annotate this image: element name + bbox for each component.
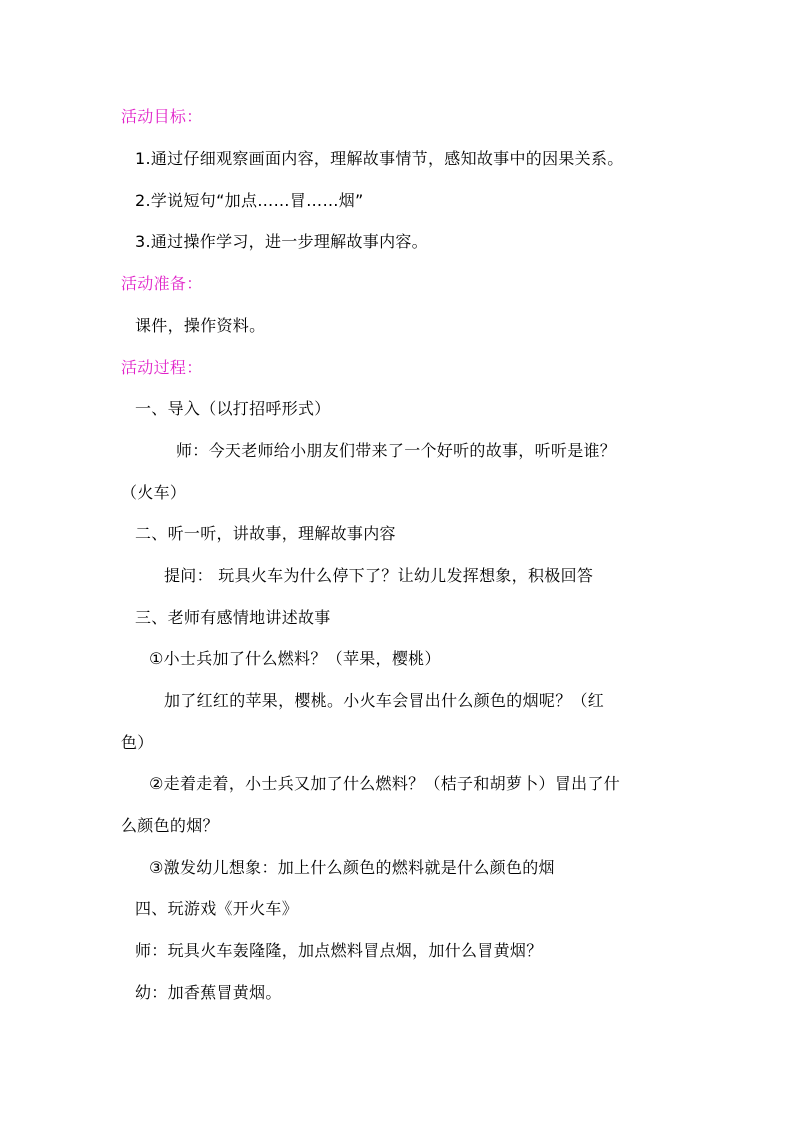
step-2-heading: 二、听一听，讲故事，理解故事内容 <box>135 524 396 543</box>
heading-activity-goals: 活动目标： <box>121 107 203 126</box>
step-3-item-1-answer-cont: 色） <box>121 733 154 752</box>
preparation-text: 课件，操作资料。 <box>135 316 266 335</box>
step-1-teacher-line: 师：今天老师给小朋友们带来了一个好听的故事，听听是谁？ <box>176 441 617 460</box>
step-3-item-2-cont: 么颜色的烟？ <box>121 816 219 835</box>
step-3-item-3: ③激发幼儿想象：加上什么颜色的燃料就是什么颜色的烟 <box>149 858 555 877</box>
step-1-heading: 一、导入（以打招呼形式） <box>135 399 331 418</box>
goal-item-3: 3.通过操作学习，进一步理解故事内容。 <box>135 232 428 251</box>
goal-item-1: 1.通过仔细观察画面内容，理解故事情节，感知故事中的因果关系。 <box>135 149 624 168</box>
step-4-heading: 四、玩游戏《开火车》 <box>135 899 299 918</box>
heading-activity-process: 活动过程： <box>121 358 203 377</box>
step-3-item-1: ①小士兵加了什么燃料？（苹果，樱桃） <box>149 649 441 668</box>
heading-activity-preparation: 活动准备： <box>121 274 203 293</box>
step-3-heading: 三、老师有感情地讲述故事 <box>135 608 331 627</box>
step-3-item-1-answer: 加了红红的苹果，樱桃。小火车会冒出什么颜色的烟呢？（红 <box>164 691 605 710</box>
step-4-child-line: 幼：加香蕉冒黄烟。 <box>135 983 282 1002</box>
step-4-teacher-line: 师：玩具火车轰隆隆，加点燃料冒点烟，加什么冒黄烟？ <box>135 941 543 960</box>
step-1-teacher-line-cont: （火车） <box>121 483 187 502</box>
step-3-item-2: ②走着走着，小士兵又加了什么燃料？（桔子和胡萝卜）冒出了什 <box>149 774 621 793</box>
step-2-question: 提问： 玩具火车为什么停下了？让幼儿发挥想象，积极回答 <box>164 566 594 585</box>
goal-item-2: 2.学说短句“加点……冒……烟” <box>135 191 364 210</box>
